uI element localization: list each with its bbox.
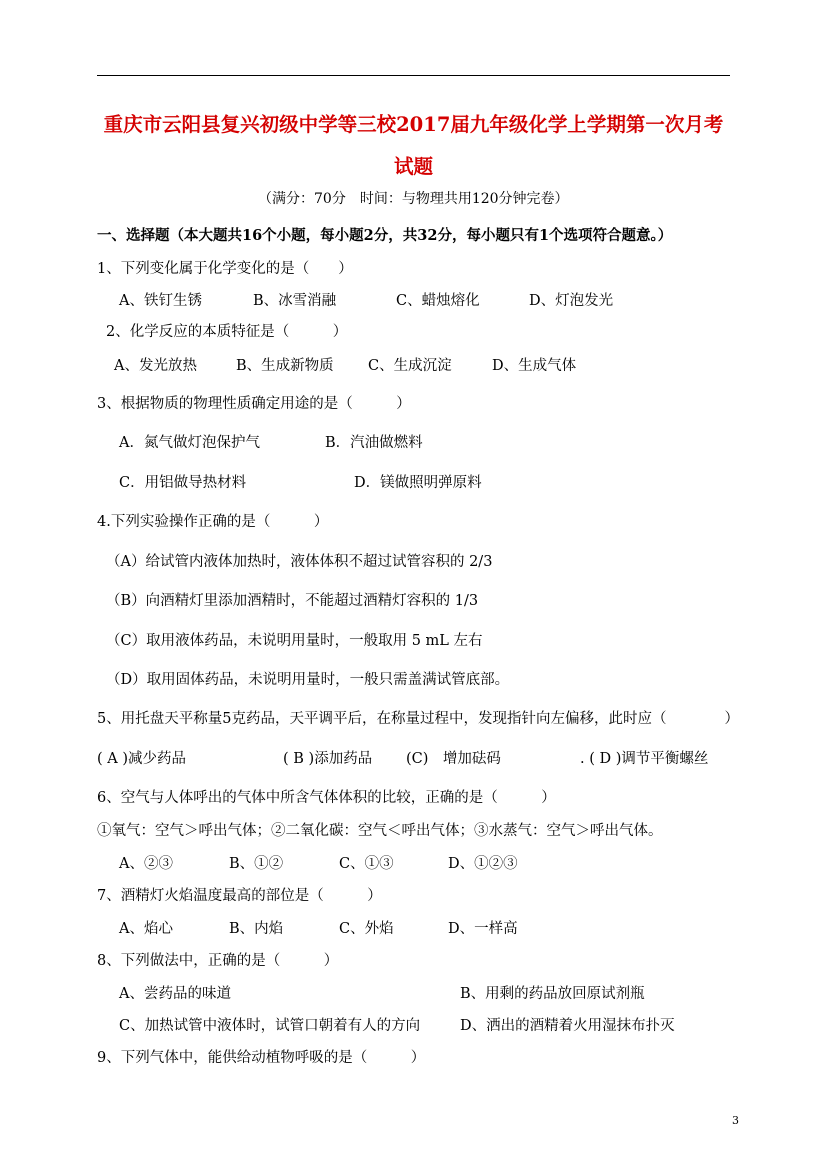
option: （C）取用液体药品，未说明用量时，一般取用 5 mL 左右 [106,633,483,649]
header-rule [97,75,730,76]
question-stem: 8、下列做法中，正确的是（ ） [97,953,339,969]
option: D、一样高 [448,921,518,937]
document-title-line1: 重庆市云阳县复兴初级中学等三校2017届九年级化学上学期第一次月考 [103,113,724,136]
option: B、用剩的药品放回原试剂瓶 [460,986,645,1002]
option: （D）取用固体药品，未说明用量时，一般只需盖满试管底部。 [106,672,510,688]
option: D、①②③ [448,856,518,872]
option: D、生成气体 [492,358,577,374]
option: ( B )添加药品 [283,751,373,767]
option: B、冰雪消融 [253,293,337,309]
question-stem: 6、空气与人体呼出的气体中所含气体体积的比较，正确的是（ ） [97,790,556,806]
option: B、内焰 [229,921,284,937]
option: (C) 增加砝码 [406,751,501,767]
option: A．氮气做灯泡保护气 [119,435,260,451]
document-title-line2: 试题 [393,155,433,178]
option: ( A )减少药品 [97,751,187,767]
option: B．汽油做燃料 [325,435,423,451]
option: C、加热试管中液体时，试管口朝着有人的方向 [119,1018,421,1034]
question-stem: 4.下列实验操作正确的是（ ） [97,514,329,530]
option: B、①② [229,856,284,872]
option: D、洒出的酒精着火用湿抹布扑灭 [460,1018,675,1034]
option: （B）向酒精灯里添加酒精时，不能超过酒精灯容积的 1/3 [106,593,479,609]
question-stem: 5、用托盘天平称量5克药品，天平调平后，在称量过程中，发现指针向左偏移，此时应（ ） [97,711,739,727]
section-heading: 一、选择题（本大题共16个小题，每小题2分，共32分，每小题只有1个选项符合题意。） [97,227,673,244]
question-stem: 9、下列气体中，能供给动植物呼吸的是（ ） [97,1050,426,1066]
option: B、生成新物质 [236,358,334,374]
option: A、尝药品的味道 [119,986,231,1002]
option: C、①③ [339,856,394,872]
option: （A）给试管内液体加热时，液体体积不超过试管容积的 2/3 [106,554,493,570]
subtitle: （满分：70分 时间：与物理共用120分钟完卷） [258,191,569,207]
option: C、蜡烛熔化 [396,293,480,309]
option: D．镁做照明弹原料 [354,475,482,491]
option: A、发光放热 [114,358,197,374]
option: A、焰心 [119,921,173,937]
option: . ( D )调节平衡螺丝 [580,751,709,767]
question-stem: 1、下列变化属于化学变化的是（ ） [97,261,353,277]
question-stem: 2、化学反应的本质特征是（ ） [106,324,348,340]
option: D、灯泡发光 [529,293,614,309]
option: C．用铝做导热材料 [119,475,247,491]
option: C、外焰 [339,921,394,937]
option: A、铁钉生锈 [119,293,202,309]
option: A、②③ [119,856,173,872]
option: C、生成沉淀 [368,358,452,374]
question-stem: 7、酒精灯火焰温度最高的部位是（ ） [97,888,382,904]
page-number: 3 [732,1114,739,1127]
question-note: ①氧气：空气＞呼出气体；②二氧化碳：空气＜呼出气体；③水蒸气：空气＞呼出气体。 [97,823,663,839]
question-stem: 3、根据物质的物理性质确定用途的是（ ） [97,396,411,412]
